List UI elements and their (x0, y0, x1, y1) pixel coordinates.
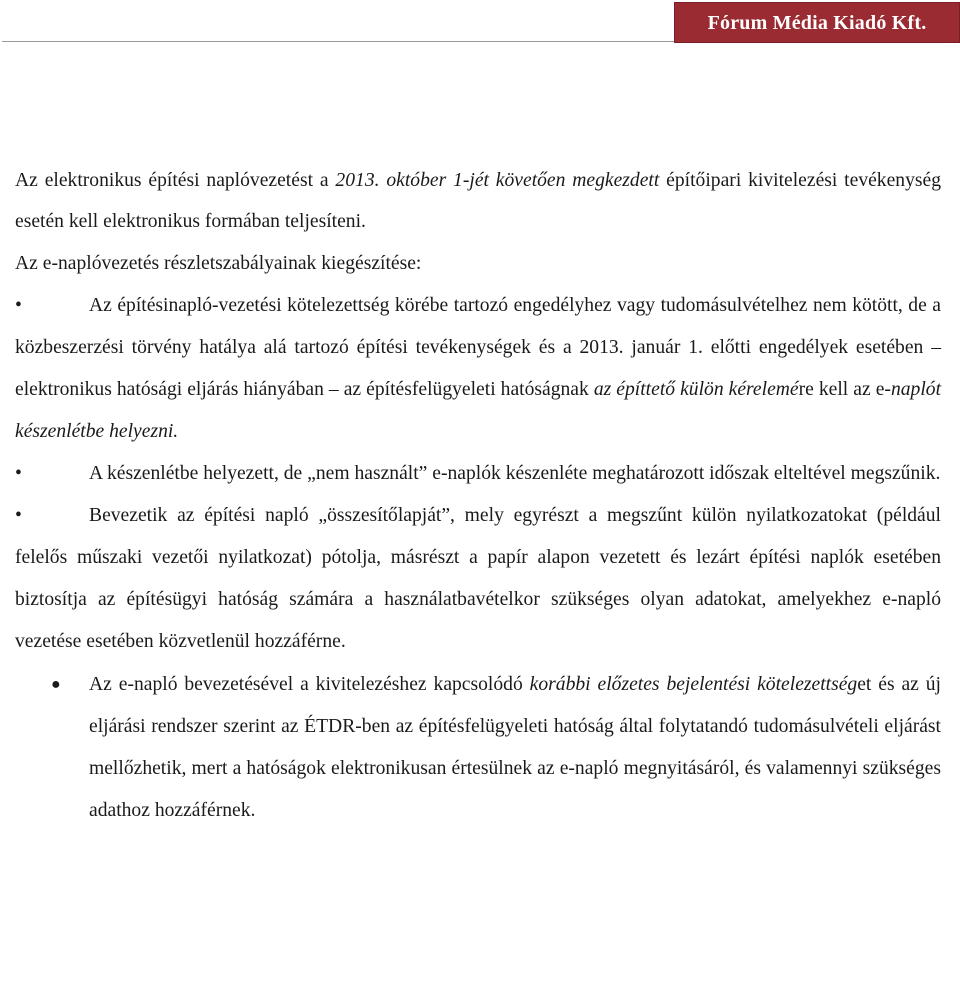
intro-emphasis: 2013. október 1-jét követően megkezdett (335, 170, 660, 191)
bullet-item-3: • Bevezetik az építési napló „összesítőlapját”, mely egyrészt a megszűnt külön nyilatkozatokat (például felelős műszaki vezetői nyilatkozat) pótolja, másrészt a papír alapon vezetett és lezárt építési naplók esetében biztosítja az építésügyi hatóság számára a használatbavételkor szükséges olyan adatokat, amelyekhez e-napló vezetése esetében közvetlenül hozzáférne. (15, 495, 941, 663)
document-body (15, 160, 941, 832)
bullet-item-4: ● Az e-napló bevezetésével a kivitelezéshez kapcsolódó korábbi előzetes bejelentési kötelezettséget és az új eljárási rendszer szerint az ÉTDR-ben az építésfelügyeleti hatóság által folytatandó tudomásulvételi eljárást mellőzhetik, mert a hatóságok elektronikusan értesülnek az e-napló megnyitásáról, és valamennyi szükséges adathoz hozzáférnek. (15, 664, 941, 832)
bullet-marker: • (15, 505, 22, 526)
intro-paragraph: Az elektronikus építési naplóvezetést a 2013. október 1-jét követően megkezdett építőipari kivitelezési tevékenység esetén kell elektronikus formában teljesíteni. (15, 170, 942, 232)
bullet-item-1: • Az építésinapló-vezetési kötelezettség körébe tartozó engedélyhez vagy tudomásulvételhez nem kötött, de a közbeszerzési törvény hatálya alá tartozó építési tevékenységek és a 2013. január 1. előtti engedélyek esetében – elektronikus hatósági eljárás hiányában – az építésfelügyeleti hatóságnak az építtető külön kérelemére kell az e-naplót készenlétbe helyezni. (15, 285, 941, 453)
header-rule (2, 41, 674, 42)
bullet-marker-filled: ● (51, 676, 61, 693)
bullet-marker: • (15, 295, 22, 316)
bullet-item-2: • A készenlétbe helyezett, de „nem használt” e-naplók készenléte meghatározott időszak elteltével megszűnik. (15, 453, 941, 495)
bullet-marker: • (15, 463, 22, 484)
page-header (0, 0, 960, 46)
publisher-badge: Fórum Média Kiadó Kft. (674, 2, 960, 43)
section-heading: Az e-naplóvezetés részletszabályainak kiegészítése: (15, 253, 422, 274)
